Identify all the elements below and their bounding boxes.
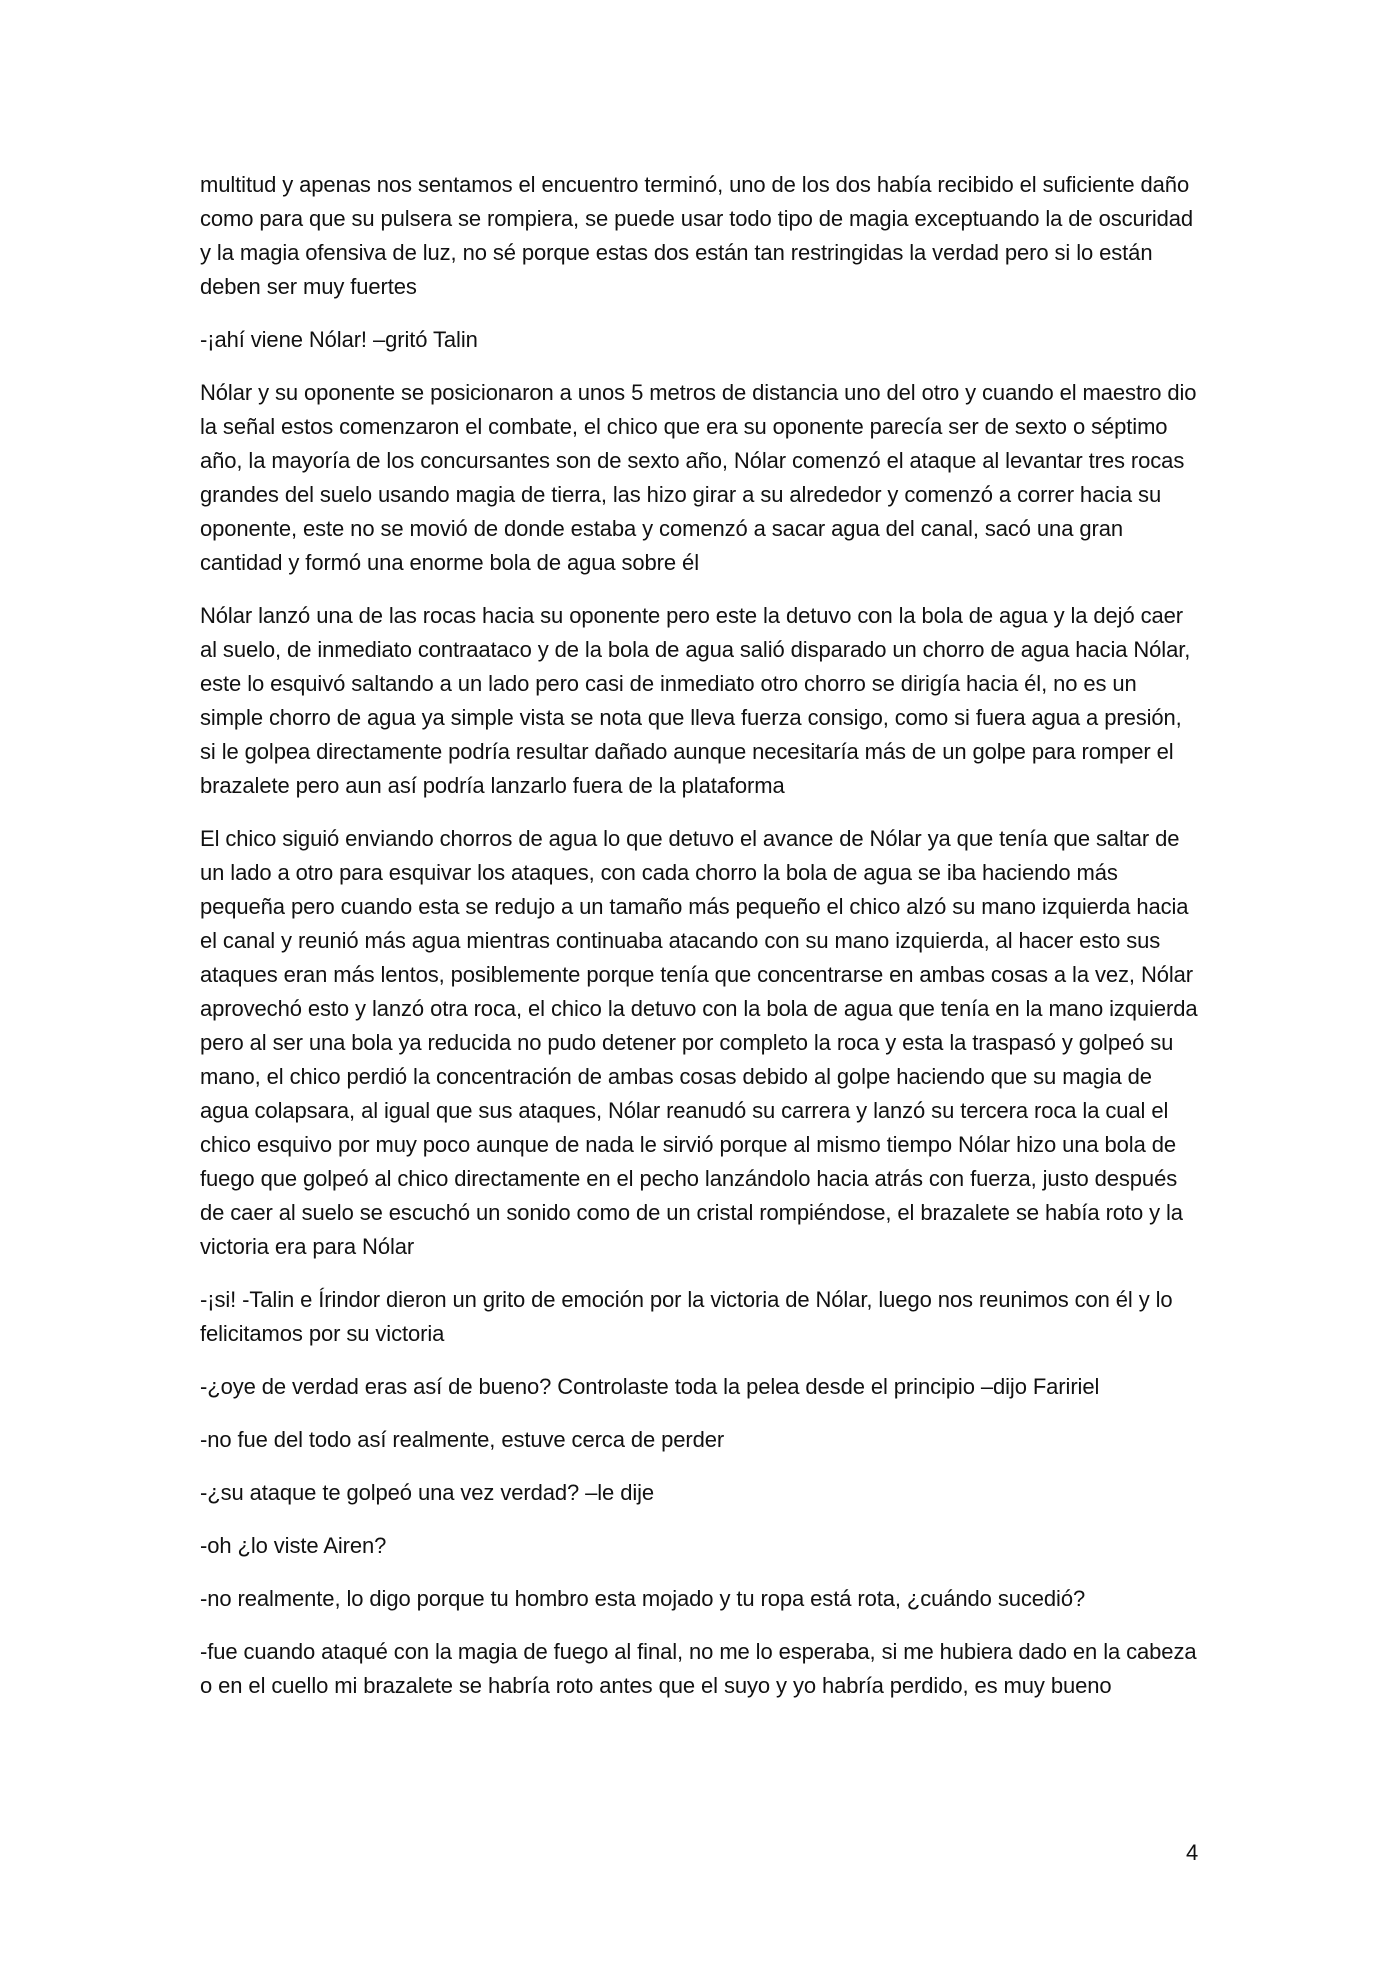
paragraph-2: -¡ahí viene Nólar! –gritó Talin — [200, 327, 478, 352]
paragraph-3: Nólar y su oponente se posicionaron a unos 5 metros de distancia uno del otro y cuando el maestro dio la señal estos comenzaron el combate, el chico que era su oponente parecía ser de sexto o séptimo año, la mayoría de los concursantes son de sexto año, Nólar comenzó el ataque al levantar tres rocas grandes del suelo usando magia de tierra, las hizo girar a su alrededor y comenzó a correr hacia su oponente, este no se movió de donde estaba y comenzó a sacar agua del canal, sacó una gran cantidad y formó una enorme bola de agua sobre él — [200, 380, 1197, 575]
paragraph-4: Nólar lanzó una de las rocas hacia su oponente pero este la detuvo con la bola de agua y la dejó caer al suelo, de inmediato contraataco y de la bola de agua salió disparado un chorro de agua hacia Nólar, este lo esquivó saltando a un lado pero casi de inmediato otro chorro se dirigía hacia él, no es un simple chorro de agua ya simple vista se nota que lleva fuerza consigo, como si fuera agua a presión, si le golpea directamente podría resultar dañado aunque necesitaría más de un golpe para romper el brazalete pero aun así podría lanzarlo fuera de la plataforma — [200, 603, 1191, 798]
paragraph-11: -no realmente, lo digo porque tu hombro esta mojado y tu ropa está rota, ¿cuándo sucedió? — [200, 1586, 1086, 1611]
page-number: 4 — [1186, 1840, 1199, 1865]
body-text — [200, 168, 1200, 1722]
paragraph-7: -¿oye de verdad eras así de bueno? Controlaste toda la pelea desde el principio –dijo Faririel — [200, 1374, 1100, 1399]
paragraph-6: -¡si! -Talin e Írindor dieron un grito de emoción por la victoria de Nólar, luego nos reunimos con él y lo felicitamos por su victoria — [200, 1287, 1173, 1346]
paragraph-12: -fue cuando ataqué con la magia de fuego al final, no me lo esperaba, si me hubiera dado en la cabeza o en el cuello mi brazalete se habría roto antes que el suyo y yo habría perdido, es muy bueno — [200, 1639, 1197, 1698]
paragraph-8: -no fue del todo así realmente, estuve cerca de perder — [200, 1427, 725, 1452]
paragraph-9: -¿su ataque te golpeó una vez verdad? –le dije — [200, 1480, 655, 1505]
paragraph-5: El chico siguió enviando chorros de agua lo que detuvo el avance de Nólar ya que tenía que saltar de un lado a otro para esquivar los ataques, con cada chorro la bola de agua se iba haciendo más pequeña pero cuando esta se redujo a un tamaño más pequeño el chico alzó su mano izquierda hacia el canal y reunió más agua mientras continuaba atacando con su mano izquierda, al hacer esto sus ataques eran más lentos, posiblemente porque tenía que concentrarse en ambas cosas a la vez, Nólar aprovechó esto y lanzó otra roca, el chico la detuvo con la bola de agua que tenía en la mano izquierda pero al ser una bola ya reducida no pudo detener por completo la roca y esta la traspasó y golpeó su mano, el chico perdió la concentración de ambas cosas debido al golpe haciendo que su magia de agua colapsara, al igual que sus ataques, Nólar reanudó su carrera y lanzó su tercera roca la cual el chico esquivo por muy poco aunque de nada le sirvió porque al mismo tiempo Nólar hizo una bola de fuego que golpeó al chico directamente en el pecho lanzándolo hacia atrás con fuerza, justo después de caer al suelo se escuchó un sonido como de un cristal rompiéndose, el brazalete se había roto y la victoria era para Nólar — [200, 826, 1198, 1259]
paragraph-10: -oh ¿lo viste Airen? — [200, 1533, 387, 1558]
paragraph-1: multitud y apenas nos sentamos el encuentro terminó, uno de los dos había recibido el suficiente daño como para que su pulsera se rompiera, se puede usar todo tipo de magia exceptuando la de oscuridad y la magia ofensiva de luz, no sé porque estas dos están tan restringidas la verdad pero si lo están deben ser muy fuertes — [200, 172, 1194, 299]
